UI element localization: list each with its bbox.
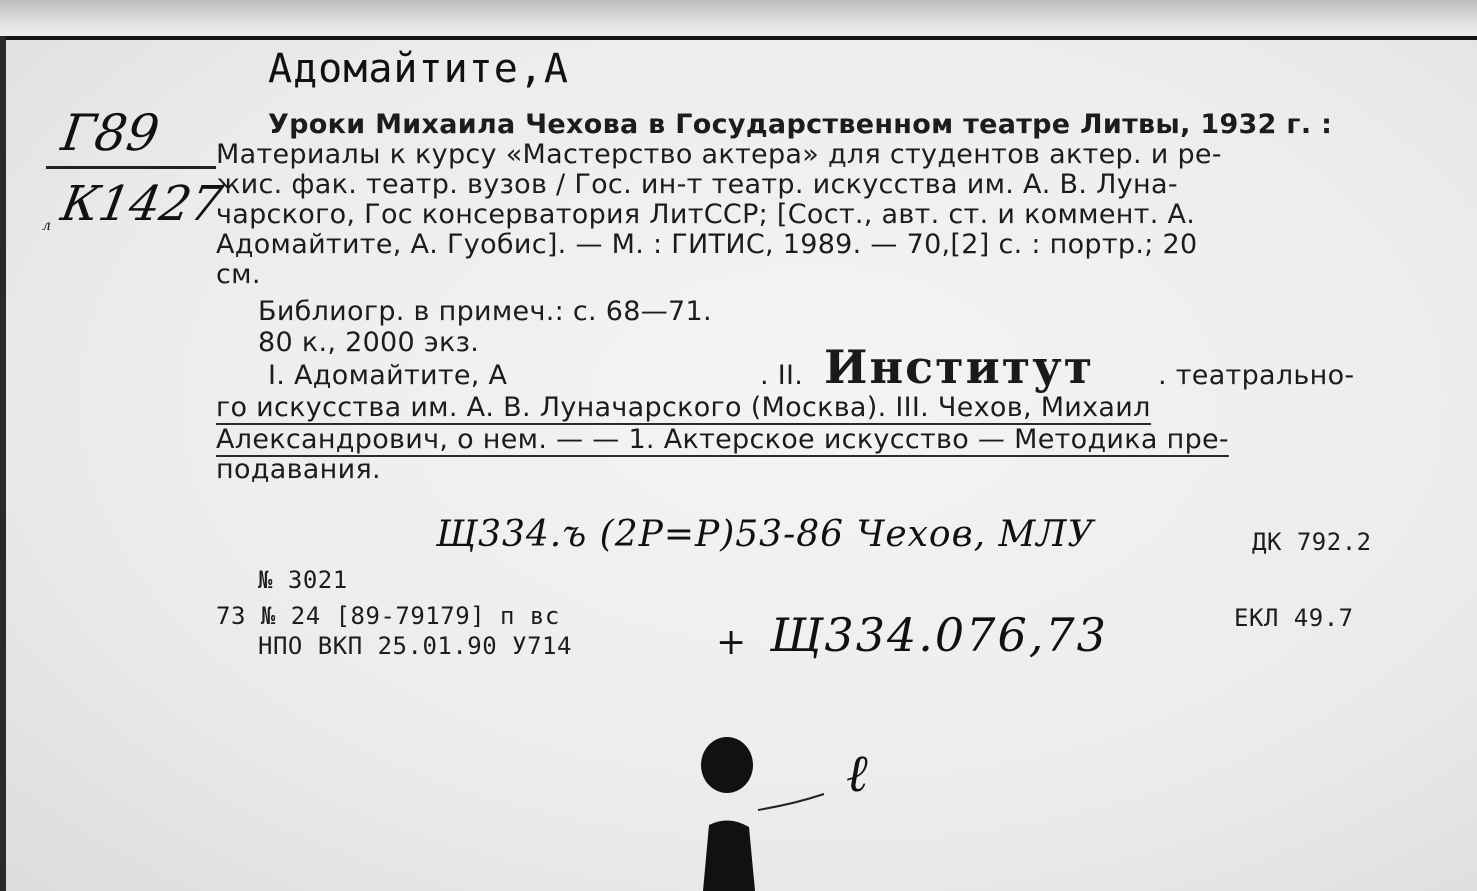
ekl-code: ЕКЛ 49.7	[1234, 604, 1354, 632]
handwritten-plus: +	[716, 622, 748, 663]
shelf-mark-divider	[46, 166, 216, 169]
subject-3-text: Александрович, о нем. — — 1. Актерское искусство — Методика пре-	[216, 424, 1229, 455]
card-number: № 3021	[258, 566, 348, 594]
subject-4: подавания.	[216, 454, 381, 485]
description-line-2: Материалы к курсу «Мастерство актера» для студентов актер. и ре-	[216, 139, 1222, 170]
subject-3	[216, 424, 1229, 455]
handwritten-classification-2: Щ334.076,73	[770, 608, 1108, 662]
card-top-edge	[0, 0, 1477, 40]
shelf-mark-primary: Г89	[57, 104, 163, 162]
subject-1-author: I. Адомайтите, А	[268, 360, 508, 391]
shelf-mark-secondary: К1427	[57, 176, 227, 232]
card-left-edge	[0, 36, 6, 891]
description-title: Уроки Михаила Чехова в Государственном театре Литвы, 1932 г. :	[268, 109, 1333, 140]
initial-signature: ℓ	[846, 744, 868, 804]
udk-code: ДК 792.2	[1252, 528, 1372, 556]
order-line: 73 № 24 [89-79179] п вс	[216, 602, 560, 630]
subject-1-roman: . II.	[760, 360, 804, 391]
signature-stroke	[754, 760, 904, 820]
note-bibliography: Библиогр. в примеч.: с. 68—71.	[258, 296, 712, 327]
description-line-1	[268, 109, 1332, 140]
description-line-4: чарского, Гос консерватория ЛитССР; [Сост., авт. ст. и коммент. А.	[216, 199, 1196, 230]
description-line-3: жис. фак. театр. вузов / Гос. ин-т театр. искусства им. А. В. Луна-	[216, 169, 1178, 200]
subject-1-continued: . театрально-	[1158, 360, 1355, 391]
card-heading-author: Адомайтите,А	[268, 46, 569, 92]
subject-2-text: го искусства им. А. В. Луначарского (Москва). III. Чехов, Михаил	[216, 392, 1151, 423]
ink-blot-mark	[699, 735, 759, 891]
npo-line: НПО ВКП 25.01.90 У714	[258, 632, 572, 660]
note-price-run: 80 к., 2000 экз.	[258, 327, 480, 358]
subject-2	[216, 392, 1388, 423]
description-line-5: Адомайтите, А. Гуобис]. — М. : ГИТИС, 1989. — 70,[2] с. : портр.; 20	[216, 229, 1198, 260]
shelf-mark-note: л	[42, 218, 51, 234]
subject-institute-stamp: Институт	[824, 340, 1095, 394]
handwritten-classification: Щ334.ъ (2Р=Р)53-86 Чехов, МЛУ	[436, 514, 1095, 555]
description-line-6: см.	[216, 259, 261, 290]
